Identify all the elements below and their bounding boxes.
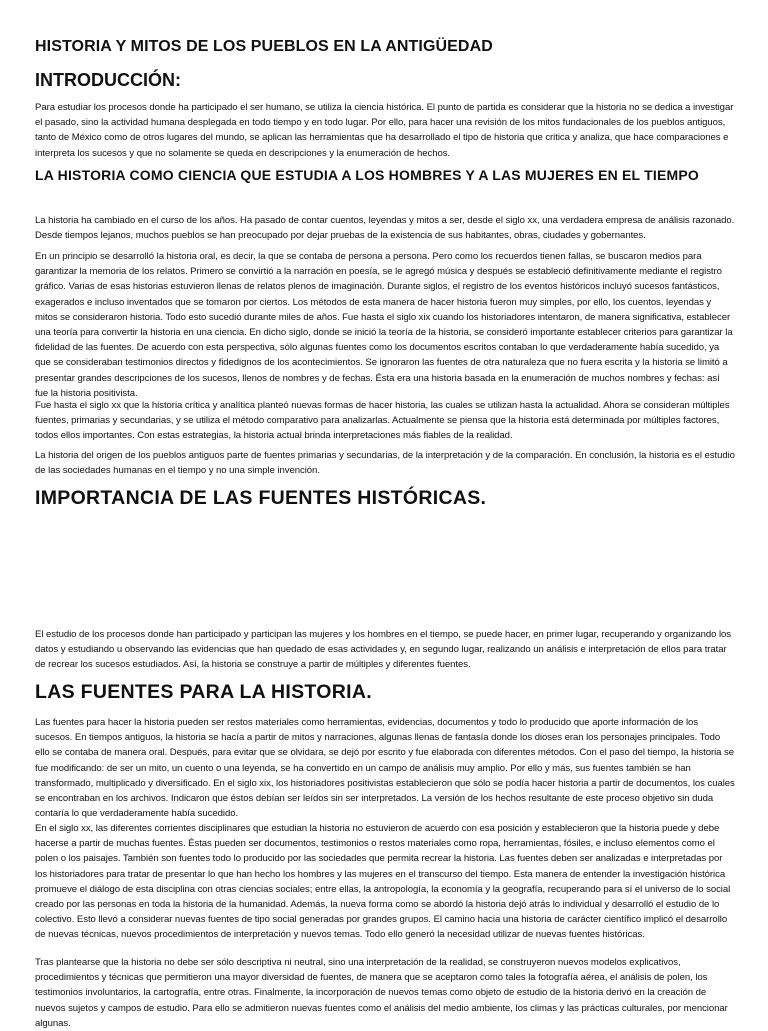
- section-heading-fuentes-historia: LAS FUENTES PARA LA HISTORIA.: [35, 681, 372, 703]
- paragraph: En el siglo xx, las diferentes corrientes disciplinares que estudian la historia no estuvieron de acuerdo con esa posición y establecieron que la historia puede y debe hacerse a partir de muchas fuentes. Éstas pueden ser documentos, testimonios o restos materiales como ropa, herramientas, fósiles, e incluso elementos como el polen o los paisajes. También son fuentes todo lo producido por las sociedades que permita recrear la historia. Las fuentes deben ser analizadas e interpretadas por los historiadores para tratar de presentar lo que han hecho los hombres y las mujeres en el transcurso del tiempo. Esta manera de entender la investigación histórica promueve el diálogo de esta disciplina con otras ciencias sociales; entre ellas, la antropología, la economía y la geografía, recuperando para sí el universo de lo social creado por las personas en toda la historia de la humanidad. Además, la nueva forma como se abordó la historia dejó atrás lo individual y desarrolló el estudio de lo colectivo. Esto llevó a considerar nuevas fuentes de tipo social generadas por grandes grupos. El camino hacia una historia de carácter científico implicó el desarrollo de nuevas técnicas, nuevos procedimientos de interpretación y nuevos temas. Todo ello generó la necesidad utilizar de nuevas fuentes históricas.: [35, 823, 731, 941]
- section-heading-historia-ciencia: LA HISTORIA COMO CIENCIA QUE ESTUDIA A LOS HOMBRES Y A LAS MUJERES EN EL TIEMPO: [35, 167, 700, 183]
- paragraph: El estudio de los procesos donde han participado y participan las mujeres y los hombres en el tiempo, se puede hacer, en primer lugar, recuperando y organizando los datos y estudiando u observando las evidencias que han quedado de esas actividades y, en segundo lugar, realizando un análisis e interpretación de ellos para tratar de recrear los sucesos estudiados. Así, la historia se construye a partir de múltiples y diferentes fuentes.: [35, 629, 732, 671]
- intro-paragraph: Para estudiar los procesos donde ha participado el ser humano, se utiliza la ciencia histórica. El punto de partida es considerar que la historia no se dedica a investigar el pasado, sino la actividad humana desplegada en todo tiempo y en todo lugar. Por ello, para hacer una revisión de los mitos fundacionales de los pueblos antiguos, tanto de México como de otros lugares del mundo, se aplican las herramientas que ha desarrollado el tipo de historia que critica y analiza, que hace comparaciones e interpreta los sucesos y que no solamente se queda en descripciones y la enumeración de hechos.: [35, 102, 734, 159]
- paragraph: La historia ha cambiado en el curso de los años. Ha pasado de contar cuentos, leyendas y mitos a ser, desde el siglo xx, una verdadera empresa de análisis razonado. Desde tiempos lejanos, muchos pueblos se han preocupado por dejar pruebas de la existencia de sus habitantes, obras, ciudades y gobernantes.: [35, 215, 735, 242]
- section-heading-importancia-fuentes: IMPORTANCIA DE LAS FUENTES HISTÓRICAS.: [35, 487, 487, 509]
- document-title: HISTORIA Y MITOS DE LOS PUEBLOS EN LA ANTIGÜEDAD: [35, 38, 493, 55]
- paragraph: En un principio se desarrolló la historia oral, es decir, la que se contaba de persona a persona. Pero como los recuerdos tienen fallas, se buscaron medios para garantizar la memoria de los relatos. Primero se convirtió a la narración en poesía, se le agregó música y después se estableció definitivamente mediante el registro gráfico. Varias de esas historias estuvieron llenas de relatos plenos de imaginación. Durante siglos, el registro de los eventos históricos incluyó sucesos fantásticos, exagerados e incluso inventados que se tomaron por ciertos. Los métodos de esta manera de hacer historia fueron muy simples, por ello, los cuentos, leyendas y mitos se consideraron historia. Todo esto sucedió durante miles de años. Fue hasta el siglo xix cuando los historiadores intentaron, de manera significativa, establecer una teoría para convertir la historia en una ciencia. En dicho siglo, donde se inició la teoría de la historia, se consideró importante establecer criterios para garantizar la fidelidad de las fuentes. De acuerdo con esta perspectiva, sólo algunas fuentes como los documentos escritos contaban lo que verdaderamente había sucedido, ya que se consideraban testimonios directos y fidedignos de los acontecimientos. Se ignoraron las fuentes de otra naturaleza que no fuera escrita y la historia se limitó a presentar grandes descripciones de los sucesos, llenos de nombres y de fechas. Ésta era una historia basada en la enumeración de muchos nombres y fechas: así fue la historia positivista.: [35, 251, 733, 399]
- paragraph: La historia del origen de los pueblos antiguos parte de fuentes primarias y secundarias, de la interpretación y de la comparación. En conclusión, la historia es el estudio de las sociedades humanas en el tiempo y no una simple invención.: [35, 450, 735, 477]
- paragraph: Las fuentes para hacer la historia pueden ser restos materiales como herramientas, evidencias, documentos y todo lo producido que aporte información de los sucesos. En tiempos antiguos, la historia se hacía a partir de mitos y narraciones, algunas llenas de fantasía donde los dioses eran los personajes principales. Todo ello se contaba de manera oral. Después, para evitar que se olvidara, se dejó por escrito y fue elaborada con diferentes métodos. Con el paso del tiempo, la historia se fue modificando: de ser un mito, un cuento o una leyenda, se ha convertido en un campo de análisis muy amplio. Por ello y más, sus fuentes también se han transformado, multiplicado y diversificado. En el siglo xix, los historiadores positivistas establecieron que sólo se podía hacer historia a partir de documentos, los cuales se encontraban en los archivos. Indicaron que éstos debían ser leídos sin ser interpretados. La versión de los hechos resultante de este proceso objetivo sin duda contaría lo que verdaderamente había sucedido.: [35, 717, 735, 820]
- paragraph: Tras plantearse que la historia no debe ser sólo descriptiva ni neutral, sino una interpretación de la realidad, se construyeron nuevos modelos explicativos, procedimientos y técnicas que permitieron una mayor diversidad de fuentes, de manera que se aceptaron como tales la fotografía aérea, el análisis de polen, los testimonios involuntarios, la cartografía, entre otras. Finalmente, la incorporación de nuevos temas como objeto de estudio de la historia derivó en la creación de nuevos sujetos y campos de estudio. Para ello se admitieron nuevas fuentes como el análisis del medio ambiente, los climas y las prácticas culturales, por mencionar algunas.: [35, 957, 728, 1029]
- intro-heading: INTRODUCCIÓN:: [35, 70, 181, 90]
- paragraph: Fue hasta el siglo xx que la historia crítica y analítica planteó nuevas formas de hacer historia, las cuales se utilizan hasta la actualidad. Ahora se consideran múltiples fuentes, primarias y secundarias, y se utiliza el método comparativo para analizarlas. Actualmente se piensa que la historia está determinada por múltiples factores, todos ellos importantes. Con estas estrategias, la historia actual brinda interpretaciones más fiables de la realidad.: [35, 400, 730, 442]
